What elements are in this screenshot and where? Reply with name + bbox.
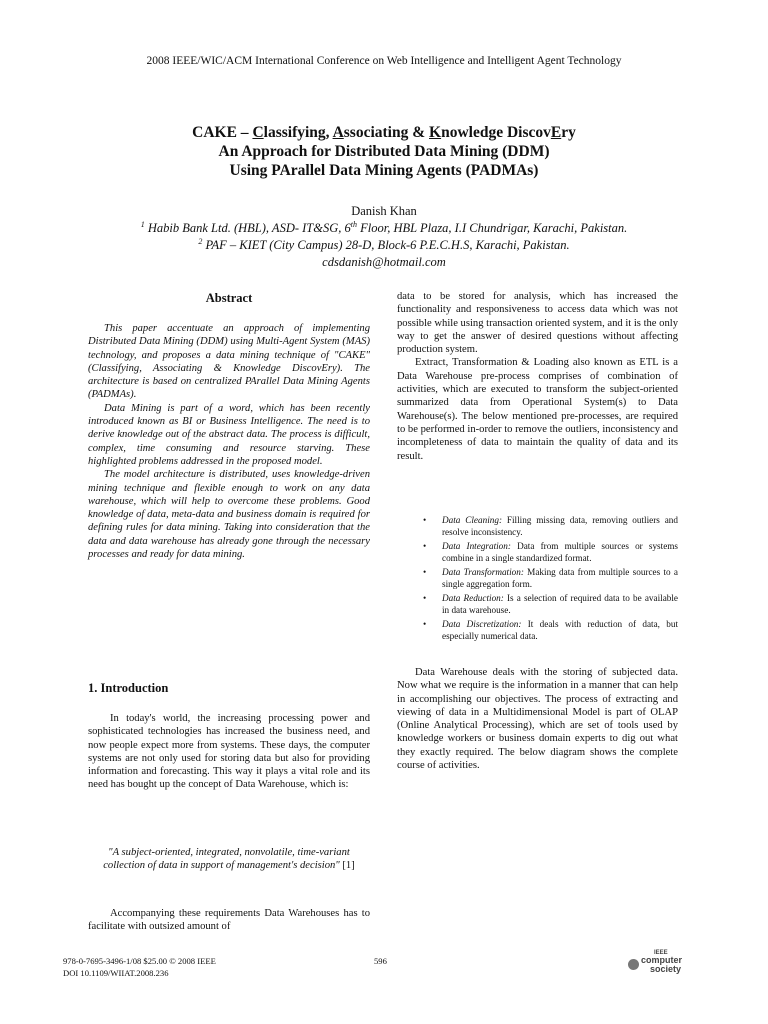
introduction-continued — [88, 907, 370, 934]
logo-text-computer: computer — [641, 955, 683, 965]
list-item: • Data Transformation: Making data from multiple sources to a single aggregation form. — [423, 567, 678, 589]
paper-title — [40, 123, 728, 180]
logo-text-society: society — [650, 964, 682, 974]
intro-paragraph: Accompanying these requirements Data Warehouses has to facilitate with outsized amount of — [88, 908, 370, 933]
doi-line: DOI 10.1109/WIIAT.2008.236 — [63, 968, 169, 978]
body-paragraph: Data Warehouse deals with the storing of subjected data. Now what we require is the information in a manner that can help in accomplishing our objectives. The process of extracting and viewing of data in a Multidimensional Model is part of OLAP (Online Analytical Processing), which are set of tools used by knowledge workers or business domain experts to dig out what they exactly required. The below diagram shows the complete course of activities. — [397, 667, 678, 772]
introduction-body — [88, 712, 370, 792]
footer-identifiers — [63, 955, 216, 979]
abstract-paragraph: This paper accentuate an approach of implementing Distributed Data Mining (DDM) using Multi-Agent System (MAS) technology, and proposes a data mining technique of "CAKE" (Classifying, Associating & Knowledge DiscovEry). The architecture is based on centralized PArallel Data Mining Agents (PADMAs). — [88, 323, 370, 401]
author-email: cdsdanish@hotmail.com — [322, 255, 446, 269]
author-block — [40, 203, 728, 271]
globe-icon — [628, 959, 639, 970]
author-name: Danish Khan — [351, 204, 417, 218]
list-item: • Data Reduction: Is a selection of required data to be available in data warehouse. — [423, 593, 678, 615]
abstract-paragraph: The model architecture is distributed, uses knowledge-driven mining technique and flexible enough to work on any data warehouse, which will help to overcome these problems. Good knowledge of data, meta-data and business domain is required for defining rules for data mining. Taking into consideration that the data and data warehouse has already gone through the necessary processes and ready for data mining. — [88, 469, 370, 561]
body-paragraph: Extract, Transformation & Loading also known as ETL is a Data Warehouse pre-process comprises of combination of activities, which are executed to transform the subject-oriented summarized data from Operational System(s) to Data Warehouse(s). The below mentioned pre-processes, are required to be performed in-order to remove the outliers, inconsistency and incompleteness of data to maintain the quality of data and its result. — [397, 357, 678, 462]
title-line-3: Using PArallel Data Mining Agents (PADMAs) — [229, 162, 539, 179]
definition-quote: "A subject-oriented, integrated, nonvolatile, time-variant collection of data in support of management's decision" [1] — [103, 847, 355, 872]
abstract-paragraph: Data Mining is part of a word, which has been recently introduced known as BI or Business Intelligence. The need is to derive knowledge out of the abstract data. The process is difficult, complex, time consuming and resource starving. These highlighted problems addressed in the proposed model. — [88, 402, 370, 467]
isbn-line: 978-0-7695-3496-1/08 $25.00 © 2008 IEEE — [63, 956, 216, 966]
affiliation-2: $^2$ PAF – KIET (City Campus) 28-D, Block-6 P.E.C.H.S, Karachi, Pakistan. — [198, 236, 570, 252]
title-line-1: CAKE – Classifying, Associating & Knowledge DiscovEry — [192, 124, 576, 141]
conference-header: 2008 IEEE/WIC/ACM International Conference on Web Intelligence and Intelligent Agent Technology — [146, 55, 622, 67]
citation-ref: [1] — [339, 860, 355, 872]
etl-bullet-list — [420, 514, 678, 644]
list-item: • Data Cleaning: Filling missing data, removing outliers and resolve inconsistency. — [423, 515, 678, 537]
introduction-heading: 1. Introduction — [88, 681, 169, 695]
title-line-2: An Approach for Distributed Data Mining (DDM) — [218, 143, 550, 160]
affiliation-1: $^1$ Habib Bank Ltd. (HBL), ASD- IT&SG, 6th Floor, HBL Plaza, I.I Chundrigar, Karachi, Pakistan. — [140, 219, 628, 235]
page-number: 596 — [374, 956, 387, 966]
body-paragraph: data to be stored for analysis, which has increased the functionality and responsiveness to access data which was not possible while using transaction oriented system, and it is the only way to get the answer of desired questions without affecting production system. — [397, 291, 678, 356]
logo-text-ieee: IEEE — [654, 950, 668, 956]
ieee-computer-society-logo — [628, 950, 683, 978]
right-column-continued — [397, 666, 678, 772]
list-item: • Data Integration: Data from multiple sources or systems combine in a single standardized format. — [423, 541, 678, 563]
intro-paragraph: In today's world, the increasing processing power and sophisticated technologies has increased the business need, and now people expect more from systems. These days, the computer systems are not only used for storing data but also for providing information and forecasting. This way it plays a vital role and its need has bought up the concept of Data Warehouse, which is: — [88, 713, 370, 791]
abstract-body — [88, 322, 370, 561]
list-item: • Data Discretization: It deals with reduction of data, but especially numerical data. — [423, 619, 679, 641]
abstract-heading: Abstract — [205, 291, 253, 305]
right-column-body — [397, 290, 678, 463]
